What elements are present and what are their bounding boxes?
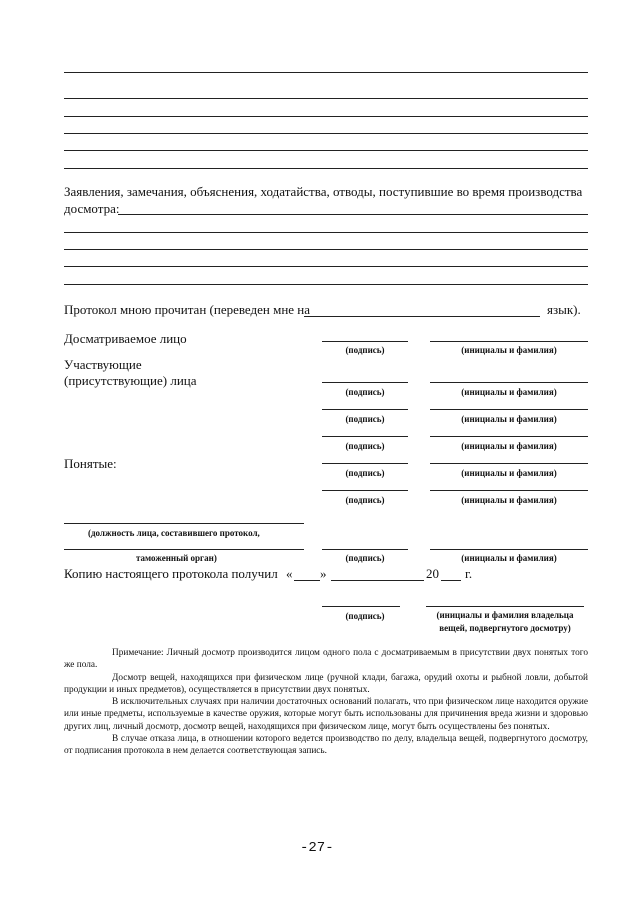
official-position-caption: (должность лица, составившего протокол,	[88, 528, 260, 538]
blank-line[interactable]	[64, 150, 588, 151]
blank-line[interactable]	[64, 266, 588, 267]
initials-line[interactable]	[430, 463, 588, 464]
page-number: -27-	[300, 840, 334, 856]
participants-label: Участвующие (присутствующие) лица	[64, 357, 197, 388]
blank-line[interactable]	[64, 249, 588, 250]
blank-line[interactable]	[64, 116, 588, 117]
statements-input-line[interactable]	[118, 214, 588, 215]
examined-person-label: Досматриваемое лицо	[64, 331, 187, 346]
protocol-read-suffix: язык).	[547, 302, 581, 317]
signature-line[interactable]	[322, 463, 408, 464]
signature-line[interactable]	[322, 436, 408, 437]
note-paragraph: В исключительных случаях при наличии достаточных оснований полагать, что при физическом лице находится оружие или иные предметы, используемые в качестве оружия, которые могут быть использованы для причинения вреда жизни и здоровью других лиц, личный досмотр, досмотр вещей, находящихся при физическом лице, могут быть осуществлены без понятых.	[64, 697, 588, 732]
signature-line[interactable]	[322, 490, 408, 491]
month-input-line[interactable]	[331, 580, 424, 581]
year-prefix: 20	[426, 566, 439, 581]
statements-label: досмотра:	[64, 201, 120, 216]
year-input-line[interactable]	[441, 580, 461, 581]
initials-caption: (инициалы и фамилия)	[461, 553, 557, 563]
initials-line[interactable]	[430, 549, 588, 550]
signature-caption: (подпись)	[345, 495, 385, 505]
quote-close: »	[320, 566, 327, 581]
signature-line[interactable]	[322, 549, 408, 550]
protocol-read-prefix: Протокол мною прочитан (переведен мне на	[64, 302, 311, 317]
signature-caption: (подпись)	[345, 441, 385, 451]
signature-caption: (подпись)	[345, 387, 385, 397]
blank-line[interactable]	[64, 232, 588, 233]
signature-line[interactable]	[322, 409, 408, 410]
signature-line[interactable]	[322, 606, 400, 607]
note-paragraph: В случае отказа лица, в отношении которого ведется производство по делу, владельца вещей, подвергнутого досмотру, от подписания протокола в нем делается соответствующая запись.	[64, 734, 588, 757]
initials-caption: (инициалы и фамилия)	[461, 345, 557, 355]
signature-line[interactable]	[322, 341, 408, 342]
signature-caption: (подпись)	[345, 414, 385, 424]
initials-line[interactable]	[430, 490, 588, 491]
blank-line[interactable]	[64, 98, 588, 99]
initials-line[interactable]	[430, 341, 588, 342]
customs-body-line[interactable]	[64, 549, 304, 550]
initials-caption: (инициалы и фамилия)	[461, 387, 557, 397]
initials-line[interactable]	[430, 382, 588, 383]
initials-line[interactable]	[430, 436, 588, 437]
initials-caption: (инициалы и фамилия)	[461, 414, 557, 424]
initials-line[interactable]	[430, 409, 588, 410]
year-suffix: г.	[465, 566, 473, 581]
notes-block	[64, 647, 588, 758]
statements-text	[64, 184, 588, 200]
signature-caption: (подпись)	[345, 553, 385, 563]
blank-line[interactable]	[64, 72, 588, 73]
blank-line[interactable]	[64, 168, 588, 169]
blank-line[interactable]	[64, 133, 588, 134]
signature-line[interactable]	[322, 382, 408, 383]
signature-caption: (подпись)	[345, 345, 385, 355]
official-position-line[interactable]	[64, 523, 304, 524]
signature-caption: (подпись)	[345, 611, 385, 621]
note-paragraph: Досмотр вещей, находящихся при физическом лице (ручной клади, багажа, орудий охоты и рыбной ловли, добытой продукции и иных предметов), осуществляется в присутствии двух понятых.	[64, 672, 588, 695]
signature-caption: (подпись)	[345, 468, 385, 478]
blank-line[interactable]	[64, 284, 588, 285]
note-paragraph: Примечание: Личный досмотр производится лицом одного пола с досматриваемым в присутствии двух понятых того же пола.	[64, 648, 588, 671]
owner-initials-caption: (инициалы и фамилия владельца вещей, подвергнутого досмотру)	[436, 610, 574, 633]
quote-open: «	[286, 566, 293, 581]
initials-caption: (инициалы и фамилия)	[461, 495, 557, 505]
customs-body-caption: таможенный орган)	[136, 553, 217, 563]
day-input-line[interactable]	[294, 580, 320, 581]
initials-caption: (инициалы и фамилия)	[461, 441, 557, 451]
copy-received-prefix: Копию настоящего протокола получил	[64, 566, 278, 581]
language-input-line[interactable]	[304, 316, 540, 317]
witnesses-label: Понятые:	[64, 456, 117, 471]
owner-initials-line[interactable]	[426, 606, 584, 607]
statements-line-1: Заявления, замечания, объяснения, ходатайства, отводы, поступившие во время производства	[64, 184, 583, 199]
initials-caption: (инициалы и фамилия)	[461, 468, 557, 478]
